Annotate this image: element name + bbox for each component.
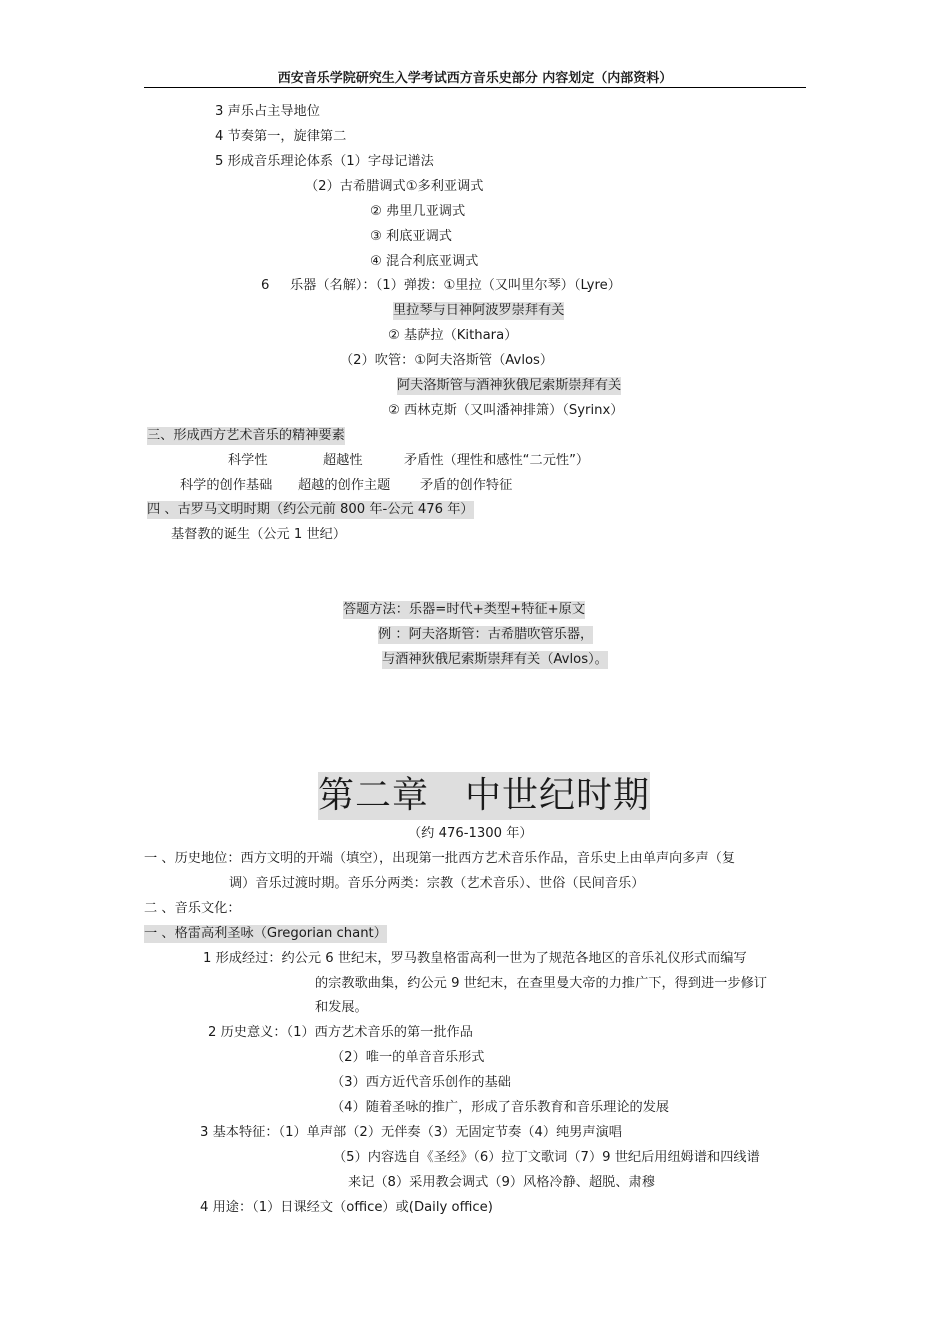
formation-cont: 的宗教歌曲集，约公元 9 世纪末，在查里曼大帝的力推广下，得到进一步修订 [315, 976, 767, 991]
features-2: （5）内容选自《圣经》（6）拉丁文歌词（7）9 世纪后用纽姆谱和四线谱 [333, 1150, 760, 1165]
significance-2: （2）唯一的单音音乐形式 [331, 1050, 485, 1065]
basis-contradictory: 矛盾的创作特征 [420, 478, 513, 493]
section4-heading: 四 、古罗马文明时期（约公元前 800 年-公元 476 年） [147, 502, 474, 517]
line-avlos: （2）吹管：①阿夫洛斯管（Avlos） [340, 353, 554, 368]
line-lyre-apollo: 里拉琴与日神阿波罗崇拜有关 [393, 303, 565, 318]
formation: 1 形成经过：约公元 6 世纪末，罗马教皇格雷高利一世为了规范各地区的音乐礼仪形式而编写 [203, 951, 747, 966]
tip-example-cont: 与酒神狄俄尼索斯崇拜有关（Avlos）。 [382, 652, 608, 667]
features: 3 基本特征：（1）单声部（2）无伴奏（3）无固定节奏（4）纯男声演唱 [200, 1125, 622, 1140]
line-instruments-num: 6 [261, 278, 270, 293]
history-status-cont: 调）音乐过渡时期。音乐分两类：宗教（艺术音乐）、世俗（民间音乐） [229, 876, 645, 891]
trait-scientific: 科学性 [228, 453, 268, 468]
trait-transcendent: 超越性 [323, 453, 363, 468]
line-instruments: 乐器（名解）：（1）弹拨：①里拉（又叫里尔琴）（Lyre） [290, 278, 621, 293]
basis-transcendent: 超越的创作主题 [298, 478, 391, 493]
line-rhythm-first: 4 节奏第一，旋律第二 [215, 129, 347, 144]
trait-contradictory: 矛盾性（理性和感性“二元性”） [404, 453, 590, 468]
page-header: 西安音乐学院研究生入学考试西方音乐史部分 内容划定（内部资料） [277, 71, 673, 86]
tip-method: 答题方法：乐器=时代+类型+特征+原文 [343, 602, 586, 617]
formation-end: 和发展。 [315, 1000, 368, 1015]
header-rule [144, 87, 806, 88]
line-christianity: 基督教的诞生（公元 1 世纪） [171, 527, 347, 542]
tip-example: 例 ：阿夫洛斯管：古希腊吹管乐器， [378, 627, 594, 642]
chapter-number: 第二章 [318, 775, 430, 816]
line-kithara: ② 基萨拉（Kithara） [388, 328, 518, 343]
significance-3: （3）西方近代音乐创作的基础 [331, 1075, 511, 1090]
chapter-subtitle: （约 476-1300 年） [408, 826, 533, 841]
line-phrygian: ② 弗里几亚调式 [370, 204, 466, 219]
line-theory-system: 5 形成音乐理论体系（1）字母记谱法 [215, 154, 434, 169]
chapter-title [318, 772, 650, 820]
line-mixolydian: ④ 混合利底亚调式 [370, 254, 479, 269]
significance: 2 历史意义：（1）西方艺术音乐的第一批作品 [208, 1025, 473, 1040]
features-3: 来记（8）采用教会调式（9）风格冷静、超脱、肃穆 [348, 1175, 655, 1190]
line-vocal-dominant: 3 声乐占主导地位 [215, 104, 320, 119]
music-culture: 二 、音乐文化： [144, 901, 241, 916]
usage: 4 用途：（1）日课经文（office）或(Daily office) [200, 1200, 493, 1215]
line-avlos-dionysus: 阿夫洛斯管与酒神狄俄尼索斯崇拜有关 [397, 378, 622, 393]
history-status: 一 、历史地位：西方文明的开端（填空），出现第一批西方艺术音乐作品，音乐史上由单声向多声（复 [144, 851, 736, 866]
section3-heading: 三、形成西方艺术音乐的精神要素 [147, 428, 345, 443]
line-syrinx: ② 西林克斯（又叫潘神排箫）（Syrinx） [388, 403, 624, 418]
gregorian-heading: 一 、格雷高利圣咏（Gregorian chant） [144, 926, 387, 941]
significance-4: （4）随着圣咏的推广，形成了音乐教育和音乐理论的发展 [331, 1100, 670, 1115]
chapter-name: 中世纪时期 [465, 775, 651, 816]
basis-scientific: 科学的创作基础 [180, 478, 273, 493]
line-greek-modes: （2）古希腊调式①多利亚调式 [305, 179, 484, 194]
line-lydian: ③ 利底亚调式 [370, 229, 452, 244]
